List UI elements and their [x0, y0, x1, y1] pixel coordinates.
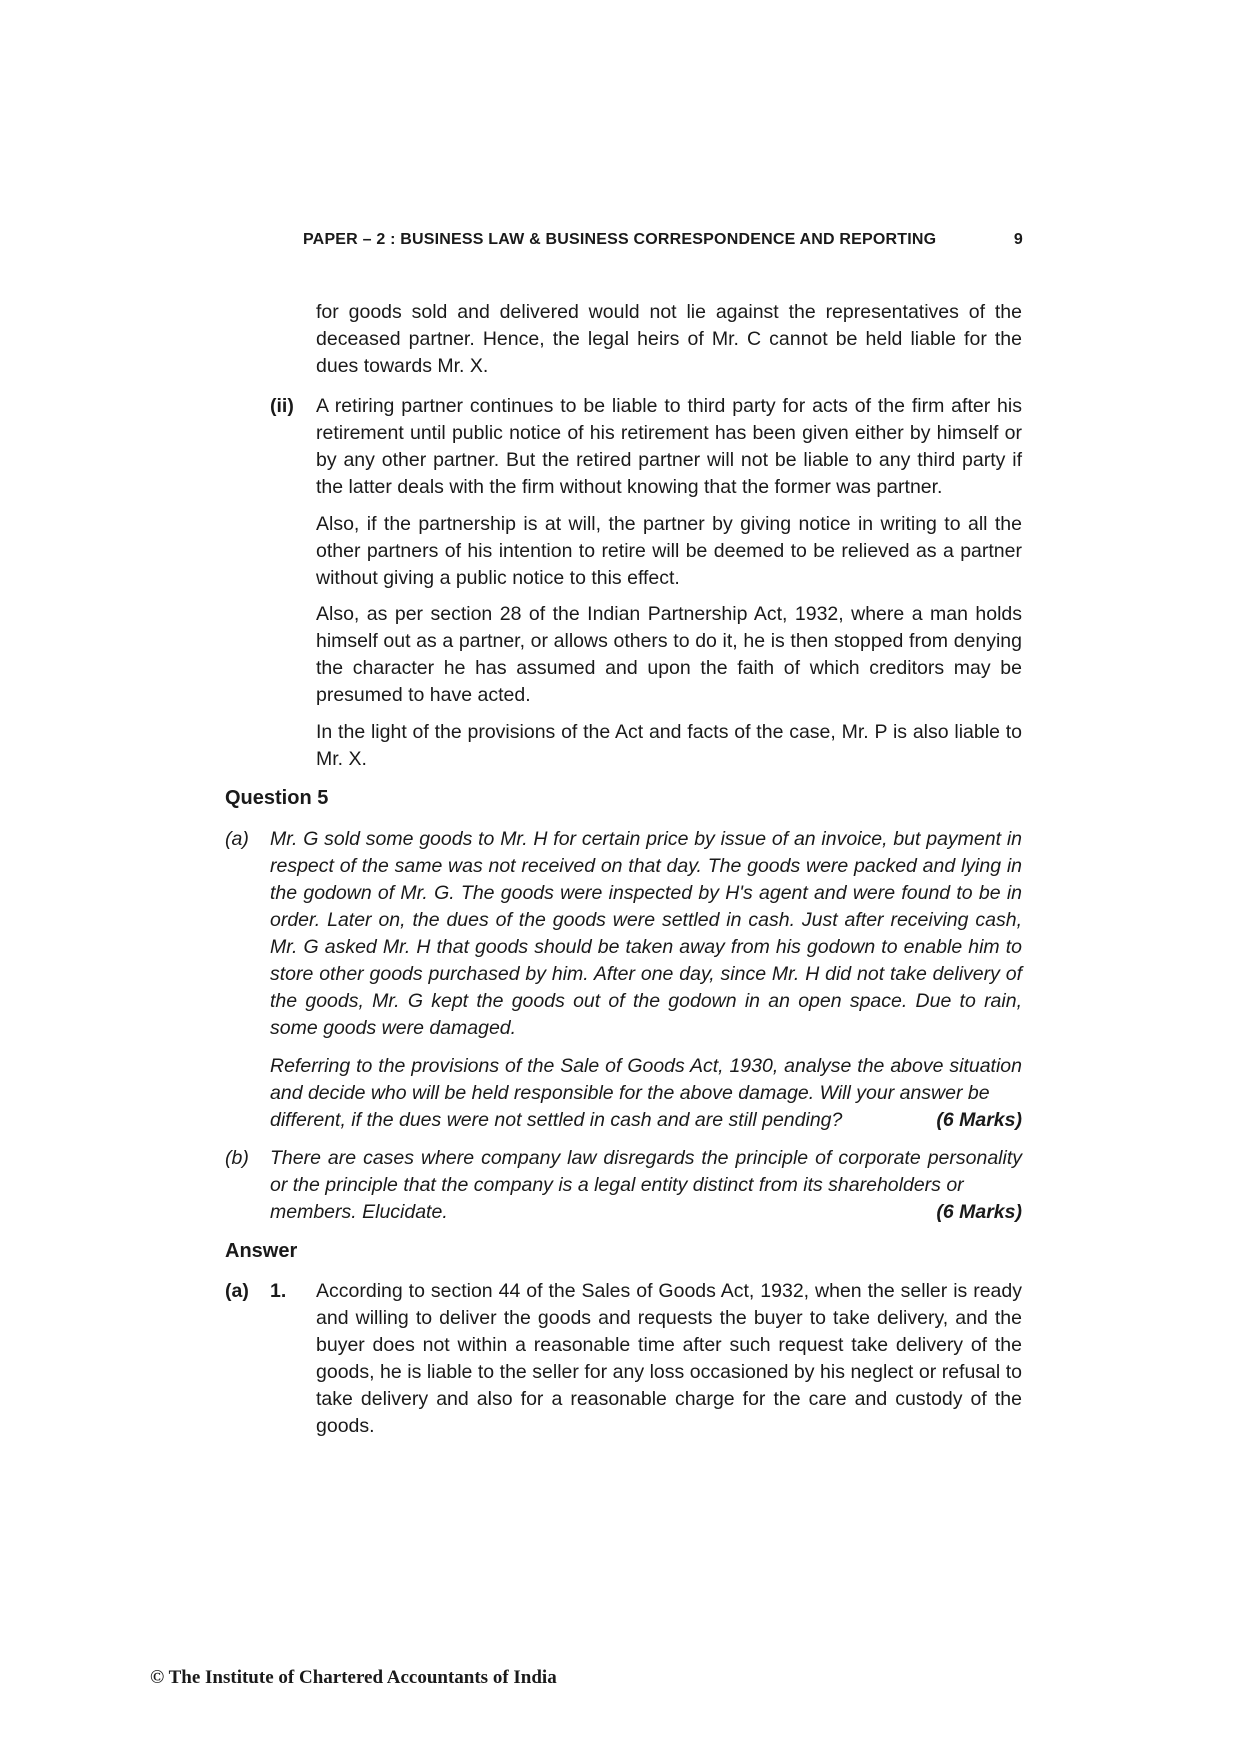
item-ii-paragraph-2: Also, if the partnership is at will, the partner by giving notice in writing to all the other partners of his intention to retire will be deemed to be relieved as a partner without giving a public notice to this effect.	[316, 513, 1022, 589]
question-heading: Question 5	[225, 787, 329, 809]
question-a-text: Mr. G sold some goods to Mr. H for certain price by issue of an invoice, but payment in respect of the same was not received on that day. The goods were packed and lying in the godown of Mr. G. The goods were inspected by H's agent and were found to be in order. Later on, the dues of the goods were settled in cash. Just after receiving cash, Mr. G asked Mr. H that goods should be taken away from his godown to enable him to store other goods purchased by him. After one day, since Mr. H did not take delivery of the goods, Mr. G kept the goods out of the godown in an open space. Due to rain, some goods were damaged.	[270, 828, 1022, 1039]
paper-title: PAPER – 2 : BUSINESS LAW & BUSINESS CORRESPONDENCE AND REPORTING	[303, 231, 937, 248]
answer-heading: Answer	[225, 1240, 298, 1262]
footer-copyright: © The Institute of Chartered Accountants of India	[150, 1667, 557, 1688]
question-b-label: (b)	[225, 1147, 249, 1169]
question-a-marks: (6 Marks)	[936, 1109, 1022, 1131]
continuation-paragraph: for goods sold and delivered would not lie against the representatives of the deceased partner. Hence, the legal heirs of Mr. C cannot be held liable for the dues towards Mr. X.	[316, 301, 1022, 377]
question-a-instruction	[270, 1053, 1022, 1134]
question-a-instruction-last: different, if the dues were not settled in cash and are still pending?	[270, 1109, 843, 1131]
question-b-text	[270, 1145, 1022, 1226]
item-ii-paragraph-3: Also, as per section 28 of the Indian Partnership Act, 1932, where a man holds himself out as a partner, or allows others to do it, he is then stopped from denying the character he has assumed and upon the faith of which creditors may be presumed to have acted.	[316, 603, 1022, 706]
item-ii-paragraph-1: A retiring partner continues to be liable to third party for acts of the firm after his retirement until public notice of his retirement has been given either by himself or by any other partner. But the retired partner will not be liable to any third party if the latter deals with the firm without knowing that the former was partner.	[316, 395, 1022, 498]
item-ii-paragraph-4: In the light of the provisions of the Act and facts of the case, Mr. P is also liable to Mr. X.	[316, 721, 1022, 770]
question-b-text-main: There are cases where company law disregards the principle of corporate personality or the principle that the company is a legal entity distinct from its shareholders or	[270, 1147, 1022, 1196]
question-a-marks-line	[270, 1107, 1022, 1134]
answer-text: According to section 44 of the Sales of Goods Act, 1932, when the seller is ready and willing to deliver the goods and requests the buyer to take delivery, and the buyer does not within a reasonable time after such request take delivery of the goods, he is liable to the seller for any loss occasioned by his neglect or refusal to take delivery and also for a reasonable charge for the care and custody of the goods.	[316, 1280, 1022, 1437]
item-ii-label: (ii)	[270, 395, 294, 417]
question-b-marks: (6 Marks)	[936, 1201, 1022, 1223]
answer-item-label: 1.	[270, 1280, 287, 1302]
answer-part-label: (a)	[225, 1280, 249, 1302]
page-number: 9	[1013, 231, 1023, 248]
question-b-marks-line	[270, 1199, 1022, 1226]
question-a-label: (a)	[225, 828, 249, 850]
question-b-text-last: members. Elucidate.	[270, 1201, 448, 1223]
question-a-instruction-text: Referring to the provisions of the Sale of Goods Act, 1930, analyse the above situation and decide who will be held responsible for the above damage. Will your answer be	[270, 1055, 1022, 1104]
